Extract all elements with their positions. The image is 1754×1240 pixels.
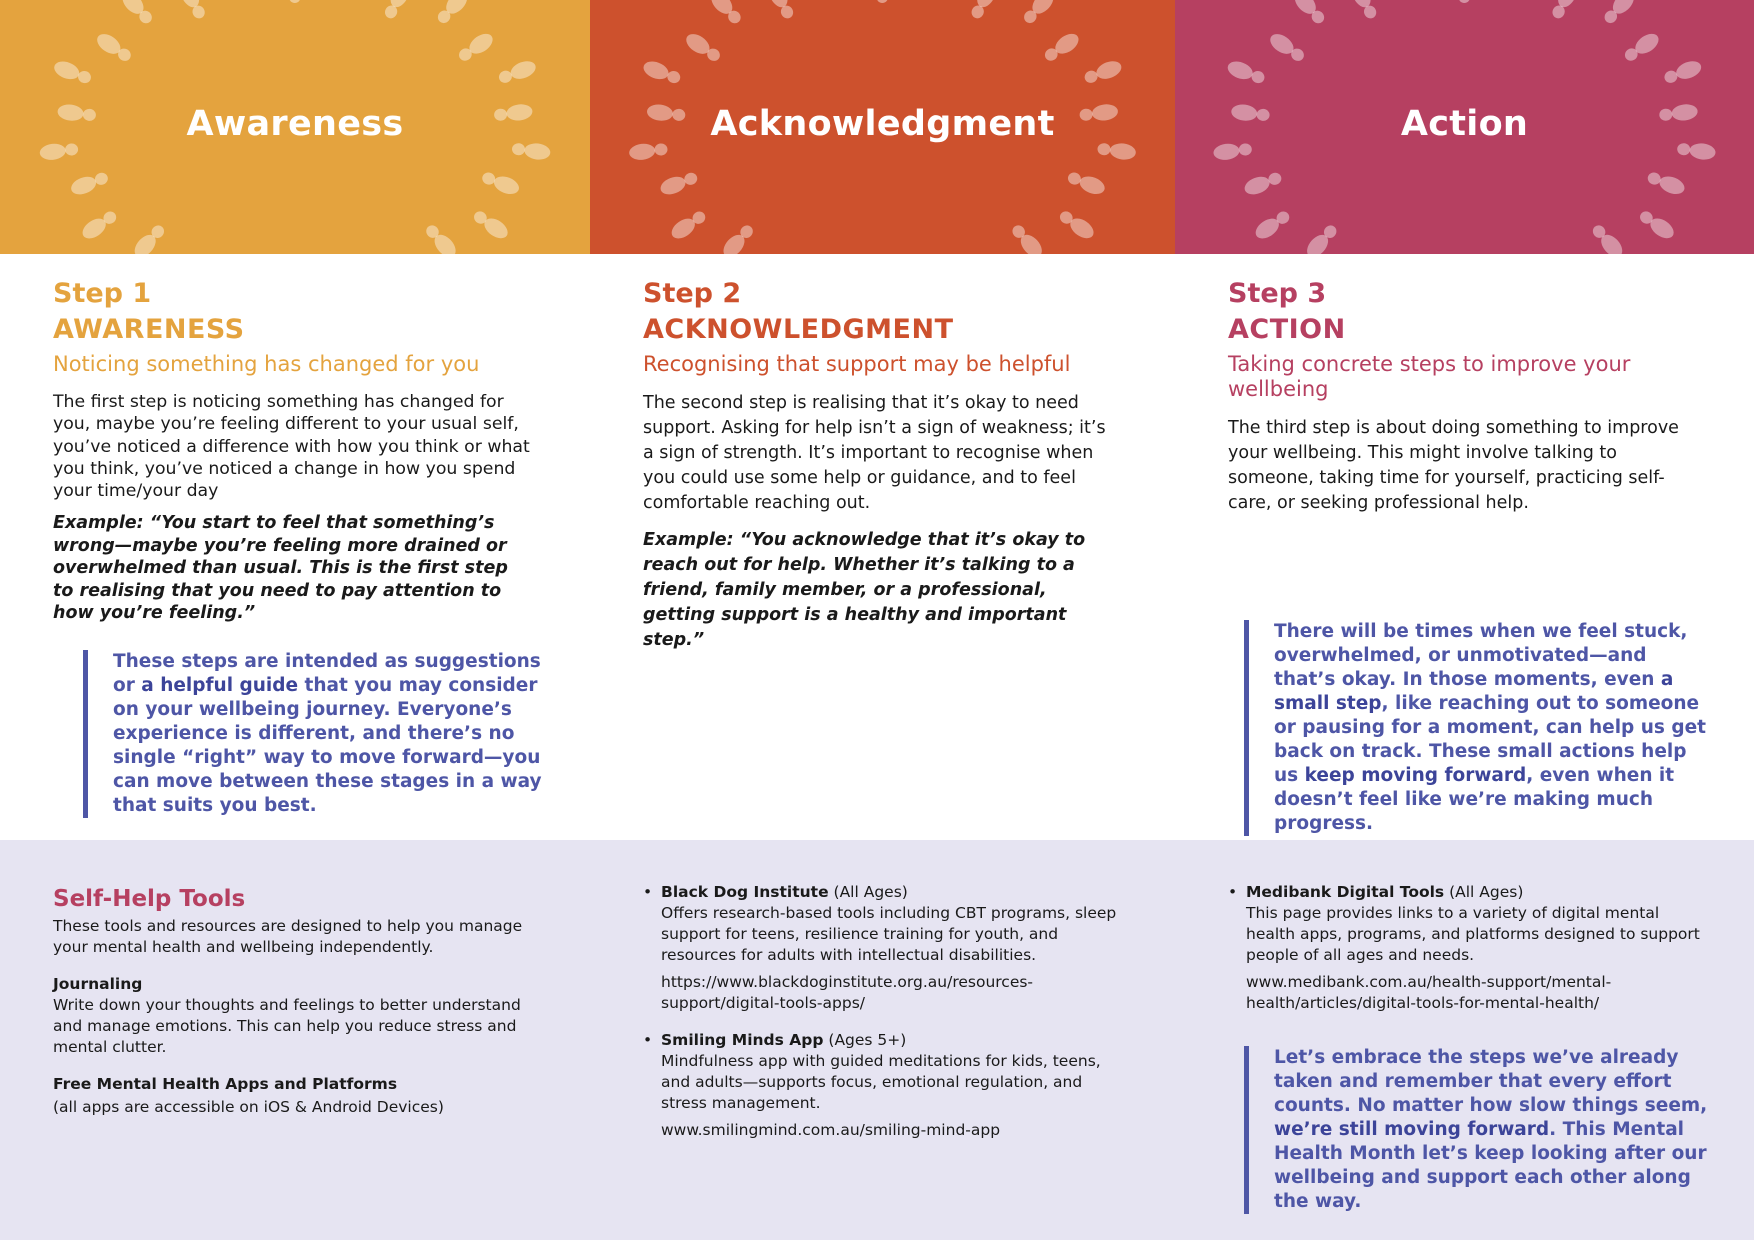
footprint-icon (1504, 253, 1529, 254)
banner-action (1175, 0, 1754, 254)
step-awareness (53, 276, 533, 625)
resource-ages: (All Ages) (828, 883, 908, 901)
callout-highlight: we’re still moving forward (1274, 1119, 1550, 1140)
footprint-icon (922, 253, 947, 254)
footprint-icon (1549, 0, 1581, 21)
footprint-icon (335, 253, 360, 254)
resource-name: Smiling Minds App (661, 1031, 824, 1049)
banner-title: Acknowledgment (710, 104, 1055, 144)
callout-text: Let’s embrace the steps we’ve already taken and remember that every effort counts. No matter how slow things seem, (1274, 1047, 1708, 1116)
resource-link[interactable]: www.medibank.com.au/health-support/mental-health/articles/digital-tools-for-mental-health/ (1246, 973, 1612, 1012)
footprint-icon (1401, 253, 1426, 254)
footprint-icon (131, 222, 168, 254)
bullet-icon: • (643, 883, 653, 901)
callout-moving-forward (1244, 1046, 1714, 1214)
callout-highlight: keep moving forward (1304, 765, 1527, 786)
footprint-icon (94, 30, 135, 65)
resources-column (1228, 882, 1708, 1026)
footprint-icon (765, 0, 797, 21)
step-acknowledgment (643, 276, 1113, 653)
callout-text: There will be times when we feel stuck, overwhelmed, or unmotivated—and that’s okay. In those moments, even (1274, 621, 1688, 690)
resource-item (643, 882, 1123, 1014)
resource-item (643, 1030, 1123, 1141)
callout-helpful-guide (83, 650, 545, 818)
resource-description: Mindfulness app with guided meditations for kids, teens, and adults—supports focus, emotional regulation, and stress management. (661, 1052, 1101, 1112)
banner-acknowledgment (590, 0, 1175, 254)
callout-text: . This Mental Health Month let’s keep looking after our wellbeing and support each other along the way. (1274, 1119, 1707, 1212)
footprint-icon (1621, 30, 1662, 65)
step-example: Example: “You acknowledge that it’s okay to reach out for help. Whether it’s talking to a friend, family member, or a professional, getting support is a healthy and important step.” (643, 530, 1086, 650)
footprint-icon (1662, 58, 1704, 87)
footprint-icon (668, 207, 709, 242)
footprint-icon (818, 253, 843, 254)
footprint-icon (1348, 0, 1380, 21)
footprint-icon (707, 0, 745, 27)
footprint-icon (1267, 30, 1308, 65)
section-intro: These tools and resources are designed to help you manage your mental health and wellbeing independently. (53, 917, 523, 956)
footprint-icon (1065, 169, 1107, 198)
resource-link[interactable]: www.smilingmind.com.au/smiling-mind-app (661, 1121, 1001, 1139)
step-example: Example: “You start to feel that something’s wrong—maybe you’re feeling more drained or overwhelmed than usual. This is the first step to realising that you need to pay attention to how you’re feeling.” (53, 513, 508, 624)
step-body: The first step is noticing something has changed for you, maybe you’re feeling different to your usual self, you’ve noticed a difference with how you think or what you think, you’ve noticed a change in how you spend your time/your day (53, 392, 530, 502)
footprint-icon (455, 30, 496, 65)
footprint-icon (381, 0, 413, 21)
footprint-icon (1636, 207, 1677, 242)
step-number: Step 2 (643, 278, 742, 309)
resources-column (643, 882, 1123, 1153)
step-number: Step 1 (53, 278, 152, 309)
journaling-text: Write down your thoughts and feelings to better understand and manage emotions. This can help you reduce stress and mental clutter. (53, 996, 521, 1056)
step-body: The third step is about doing something to improve your wellbeing. This might involve talking to someone, taking time for yourself, practicing self-care, or seeking professional help. (1228, 418, 1679, 513)
resource-name: Black Dog Institute (661, 883, 829, 901)
callout-feeling-stuck (1244, 620, 1714, 836)
resource-description: This page provides links to a variety of digital mental health apps, programs, and platforms designed to support people of all ages and needs. (1246, 904, 1700, 964)
banner-title: Awareness (186, 104, 404, 144)
step-subtitle: Taking concrete steps to improve your wellbeing (1228, 352, 1631, 401)
callout-text: that you may consider on your wellbeing journey. Everyone’s experience is different, and there’s no single “right” way to move forward—you can move between these stages in a way that suits you best. (113, 675, 542, 816)
footprint-icon (658, 169, 700, 198)
footprint-icon (480, 169, 522, 198)
footprint-icon (1242, 169, 1284, 198)
footprint-icon (1056, 207, 1097, 242)
footprint-icon (1225, 58, 1267, 87)
step-subtitle: Noticing something has changed for you (53, 352, 480, 376)
journaling-heading: Journaling (53, 975, 143, 993)
callout-text: These steps are intended as suggestions or (113, 651, 541, 696)
bullet-icon: • (1228, 883, 1238, 901)
footprint-icon (1645, 169, 1687, 198)
resource-ages: (Ages 5+) (823, 1031, 907, 1049)
footprint-icon (683, 30, 724, 65)
step-name: AWARENESS (53, 314, 245, 345)
footprint-icon (1008, 221, 1046, 254)
resource-ages: (All Ages) (1444, 883, 1524, 901)
footprint-icon (52, 58, 94, 87)
footprint-icon (118, 0, 156, 27)
step-action (1228, 276, 1698, 516)
resource-item (1228, 882, 1708, 1014)
footprint-icon (1291, 0, 1329, 27)
footprint-icon (470, 207, 511, 242)
apps-heading: Free Mental Health Apps and Platforms (53, 1075, 398, 1093)
footprint-icon (1252, 207, 1293, 242)
footprint-icon (496, 58, 538, 87)
footprint-icon (1082, 58, 1124, 87)
footprint-icon (968, 0, 1000, 21)
footprint-icon (874, 0, 890, 3)
apps-note: (all apps are accessible on iOS & Android Devices) (53, 1098, 444, 1116)
callout-highlight: a small step (1274, 669, 1674, 714)
step-subtitle: Recognising that support may be helpful (643, 352, 1071, 376)
footprint-icon (177, 0, 209, 21)
footprint-icon (434, 0, 471, 27)
footprint-icon (1041, 30, 1082, 65)
footprint-icon (79, 207, 120, 242)
resource-link[interactable]: https://www.blackdoginstitute.org.au/resources-support/digital-tools-apps/ (661, 973, 1034, 1012)
section-title: Self-Help Tools (53, 886, 246, 912)
bullet-icon: • (643, 1031, 653, 1049)
resource-description: Offers research-based tools including CBT programs, sleep support for teens, resilience training for youth, and resources for adults with intellectual disabilities. (661, 904, 1117, 964)
footprint-icon (287, 0, 303, 3)
callout-highlight: a helpful guide (141, 675, 299, 696)
banner-title: Action (1400, 104, 1529, 144)
footprint-icon (1601, 0, 1638, 27)
callout-text: , like reaching out to someone or pausing for a moment, can help us get back on track. These small actions help us (1274, 693, 1706, 786)
callout-text: , even when it doesn’t feel like we’re making much progress. (1274, 765, 1675, 834)
resource-name: Medibank Digital Tools (1246, 883, 1445, 901)
step-name: ACKNOWLEDGMENT (643, 314, 954, 345)
footprint-icon (230, 253, 255, 254)
footprint-icon (719, 222, 756, 254)
footprint-icon (1589, 221, 1627, 254)
step-number: Step 3 (1228, 278, 1327, 309)
self-help-intro-column (53, 884, 543, 1118)
footprint-icon (69, 169, 111, 198)
footprint-icon (1456, 0, 1472, 3)
footprint-icon (1303, 222, 1340, 254)
footprint-icon (422, 221, 460, 254)
footprint-icon (641, 58, 683, 87)
step-name: ACTION (1228, 314, 1346, 345)
footprint-icon (1020, 0, 1057, 27)
step-body: The second step is realising that it’s okay to need support. Asking for help isn’t a sign of weakness; it’s a sign of strength. It’s important to recognise when you could use some help or guidance, and to feel comfortable reaching out. (643, 393, 1106, 513)
banner-awareness (0, 0, 590, 254)
